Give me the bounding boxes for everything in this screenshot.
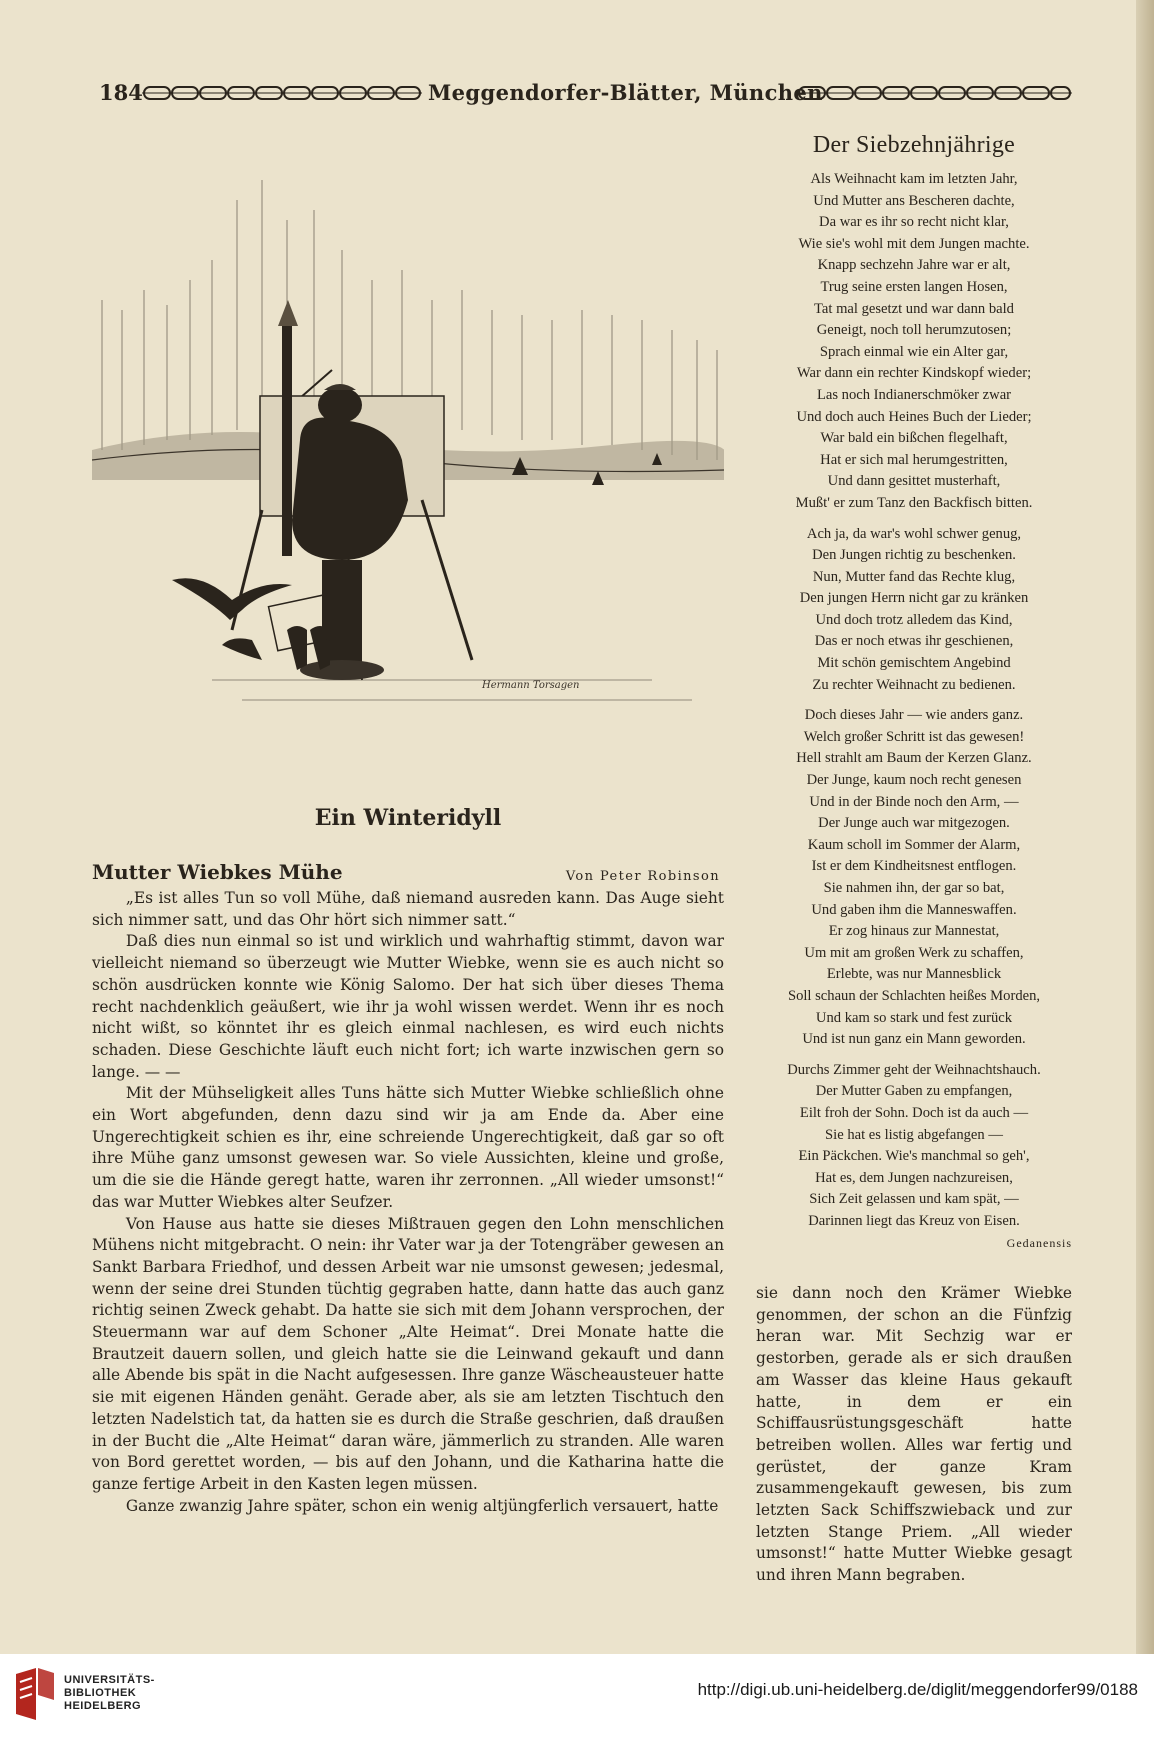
poem-line: Ein Päckchen. Wie's manchmal so geh', [798, 1148, 1030, 1165]
university-library-logo-icon [10, 1664, 60, 1724]
article-byline: Von Peter Robinson [565, 869, 720, 884]
poem-line: Eilt froh der Sohn. Doch ist da auch — [799, 1104, 1029, 1121]
poem-line: Und gaben ihm die Manneswaffen. [811, 901, 1017, 918]
poem-line: Las noch Indianerschmöker zwar [816, 386, 1012, 403]
winter-illustration [92, 140, 724, 795]
poem-line: Der Junge, kaum noch recht genesen [806, 772, 1022, 789]
poem-line: Sprach einmal wie ein Alter gar, [819, 343, 1009, 360]
chain-ornament-left-icon [142, 84, 422, 102]
article-paragraph: Von Hause aus hatte sie dieses Mißtrauen gegen den Lohn menschlichen Mühens nicht mitgebracht. O nein: ihr Vater war ja der Totengräber gewesen an Sankt Barbara Friedhof, und dessen Arbeit war nie umsonst gewesen; jedesmal, wenn der seine drei Stunden tüchtig gegraben hatte, dann hatte das auch ganz richtig seinen Zweck gehabt. Da hatte sie sich mit dem Johann versprochen, der Steuermann war auf dem Schoner „Alte Heimat“. Drei Monate hatte die Brautzeit dauern sollen, und gleich hatte sie die Leinwand gekauft und dann alle Abende bis spät in die Nacht aufgesessen. Ihre ganze Wäscheausteuer hatte sie mit eigenen Händen genäht. Gerade aber, als sie am letzten Tischtuch den letzten Nadelstich tat, da hatten sie es durch die Straße geschrien, daß draußen in der Bucht die „Alte Heimat“ daran wäre, jämmerlich zu stranden. Alle waren von Bord gerettet worden, — bis auf den Johann, und die Katharina hatte die ganze fertige Arbeit in den Kasten legen müssen. [92, 1214, 724, 1493]
article-paragraph: Mit der Mühseligkeit alles Tuns hätte sich Mutter Wiebke schließlich ohne ein Wort abgefunden, denn dazu sind wir ja am Ende da. Aber eine Ungerechtigkeit schien es ihr, eine schreiende Ungerechtigkeit, daß gar so oft ihre Mühe ganz umsonst gewesen war. So viele Aussichten, kleine und große, um die sie die Hände geregt hatte, waren ihr zerronnen. „All wieder umsonst!“ das war Mutter Wiebkes alter Seufzer. [92, 1084, 724, 1211]
poem-line: Kaum scholl im Sommer der Alarm, [807, 836, 1021, 853]
page-edge [1136, 0, 1154, 1654]
article-paragraph: Daß dies nun einmal so ist und wirklich und wahrhaftig stimmt, davon war vielleicht niemand so überzeugt wie Mutter Wiebke, wenn sie es auch nicht so schön ausdrücken konnte wie König Salomo. Der hat sich über dieses Thema recht nachdenklich geäußert, wie ihr ja wohl wissen werdet. Wenn ihr es noch nicht wißt, so könntet ihr es gleich einmal nachlesen, es wird euch nichts schaden. Diese Geschichte läuft euch nicht fort; ich warte inzwischen gern so lange. — — [92, 932, 724, 1081]
poem-line: Das er noch etwas ihr geschienen, [814, 633, 1014, 650]
poem-line: Und kam so stark und fest zurück [815, 1009, 1013, 1026]
poem-line: Den jungen Herrn nicht gar zu kränken [799, 590, 1029, 607]
poem-line: Durchs Zimmer geht der Weihnachtshauch. [787, 1061, 1041, 1078]
poem-line: Ist er dem Kindheitsnest entflogen. [811, 858, 1017, 875]
illustration-caption: Ein Winteridyll [314, 805, 502, 831]
poem-title: Der Siebzehnjährige [812, 132, 1016, 158]
poem-line: Den Jungen richtig zu beschenken. [812, 547, 1016, 564]
poem-line: Als Weihnacht kam im letzten Jahr, [810, 171, 1018, 187]
poem-line: Da war es ihr so recht nicht klar, [819, 214, 1009, 231]
poem-line: War bald ein bißchen flegelhaft, [820, 430, 1008, 447]
poem-line: Der Mutter Gaben zu empfangen, [815, 1083, 1013, 1100]
poem-line: Mußt' er zum Tanz den Backfisch bitten. [795, 494, 1033, 511]
library-name-line: BIBLIOTHEK [64, 1687, 137, 1699]
article-title: Mutter Wiebkes Mühe [92, 860, 343, 884]
library-footer [0, 1654, 1154, 1739]
poem-line: Welch großer Schritt ist das gewesen! [803, 728, 1025, 745]
poem-line: Er zog hinaus zur Mannestat, [828, 923, 1000, 940]
article-continuation: sie dann noch den Krämer Wiebke genommen, der schon an die Fünfzig heran war. Mit Sechzig war er gestorben, gerade als er sich draußen am Wasser das kleine Haus gekauft hatte, in dem er ein Schiffausrüstungsgeschäft hatte betreiben wollen. Alles war fertig und gerüstet, der ganze Kram zusammengekauft gewesen, bis zum letzten Sack Schiffszwieback und zur letzten Stange Priem. „All wieder umsonst!“ hatte Mutter Wiebke gesagt und ihren Mann begraben. [756, 1284, 1072, 1585]
source-url-link[interactable]: http://digi.ub.uni-heidelberg.de/diglit/meggendorfer99/0188 [697, 1680, 1138, 1699]
poem-line: Trug seine ersten langen Hosen, [820, 278, 1008, 295]
poem-line: Mit schön gemischtem Angebind [817, 655, 1011, 672]
poem-line: Und doch trotz alledem das Kind, [815, 611, 1013, 628]
poem-line: Hat er sich mal herumgestritten, [820, 451, 1008, 468]
poem-signature: Gedanensis [1006, 1235, 1072, 1250]
article [92, 862, 724, 1517]
poem-line: Tat mal gesetzt und war dann bald [814, 300, 1014, 317]
poem-line: Und dann gesittet musterhaft, [827, 473, 1001, 490]
poem-stanza [756, 524, 1072, 697]
poem-line: Geneigt, noch toll herumzutosen; [816, 322, 1012, 339]
poem-line: War dann ein rechter Kindskopf wieder; [796, 365, 1032, 382]
poem-line: Hell strahlt am Baum der Kerzen Glanz. [796, 750, 1032, 767]
poem-line: Und in der Binde noch den Arm, — [809, 793, 1019, 810]
poem-line: Und doch auch Heines Buch der Lieder; [796, 408, 1032, 425]
poem-line: Zu rechter Weihnacht zu bedienen. [812, 676, 1016, 693]
page-number: 184 [99, 80, 143, 105]
poem-line: Darinnen liegt das Kreuz von Eisen. [808, 1212, 1020, 1229]
poem [756, 132, 1072, 1251]
poem-line: Sie hat es listig abgefangen — [825, 1126, 1003, 1143]
library-name [64, 1674, 155, 1713]
journal-title: Meggendorfer-Blätter, München [428, 80, 823, 105]
poem-line: Ach ja, da war's wohl schwer genug, [806, 525, 1022, 542]
poem-line: Hat es, dem Jungen nachzureisen, [815, 1169, 1013, 1186]
illustration-signature: Hermann Torsagen [482, 680, 580, 691]
poem-line: Wie sie's wohl mit dem Jungen machte. [798, 235, 1030, 252]
poem-stanza [756, 1060, 1072, 1233]
poem-line: Der Junge auch war mitgezogen. [818, 815, 1010, 832]
poem-stanza [756, 705, 1072, 1051]
poem-line: Und Mutter ans Bescheren dachte, [813, 192, 1015, 209]
poem-stanza [756, 169, 1072, 515]
article-paragraph: Ganze zwanzig Jahre später, schon ein wenig altjüngferlich versauert, hatte [125, 1496, 719, 1515]
article-paragraph: „Es ist alles Tun so voll Mühe, daß niemand ausreden kann. Das Auge sieht sich nimmer satt, und das Ohr hört sich nimmer satt.“ [92, 889, 724, 929]
page-header [92, 76, 1082, 112]
poem-line: Sich Zeit gelassen und kam spät, — [809, 1191, 1019, 1208]
poem-line: Knapp sechzehn Jahre war er alt, [817, 257, 1011, 274]
poem-line: Erlebte, was nur Mannesblick [826, 966, 1002, 983]
poem-line: Sie nahmen ihn, der gar so bat, [823, 880, 1005, 896]
poem-line: Nun, Mutter fand das Rechte klug, [812, 568, 1016, 585]
library-name-line: UNIVERSITÄTS- [64, 1674, 155, 1686]
poem-line: Doch dieses Jahr — wie anders ganz. [804, 707, 1024, 724]
poem-line: Um mit am großen Werk zu schaffen, [804, 944, 1024, 961]
library-name-line: HEIDELBERG [64, 1700, 142, 1712]
poem-line: Soll schaun der Schlachten heißes Morden, [787, 987, 1041, 1004]
poem-line: Und ist nun ganz ein Mann geworden. [802, 1031, 1026, 1048]
chain-ornament-right-icon [797, 84, 1072, 102]
